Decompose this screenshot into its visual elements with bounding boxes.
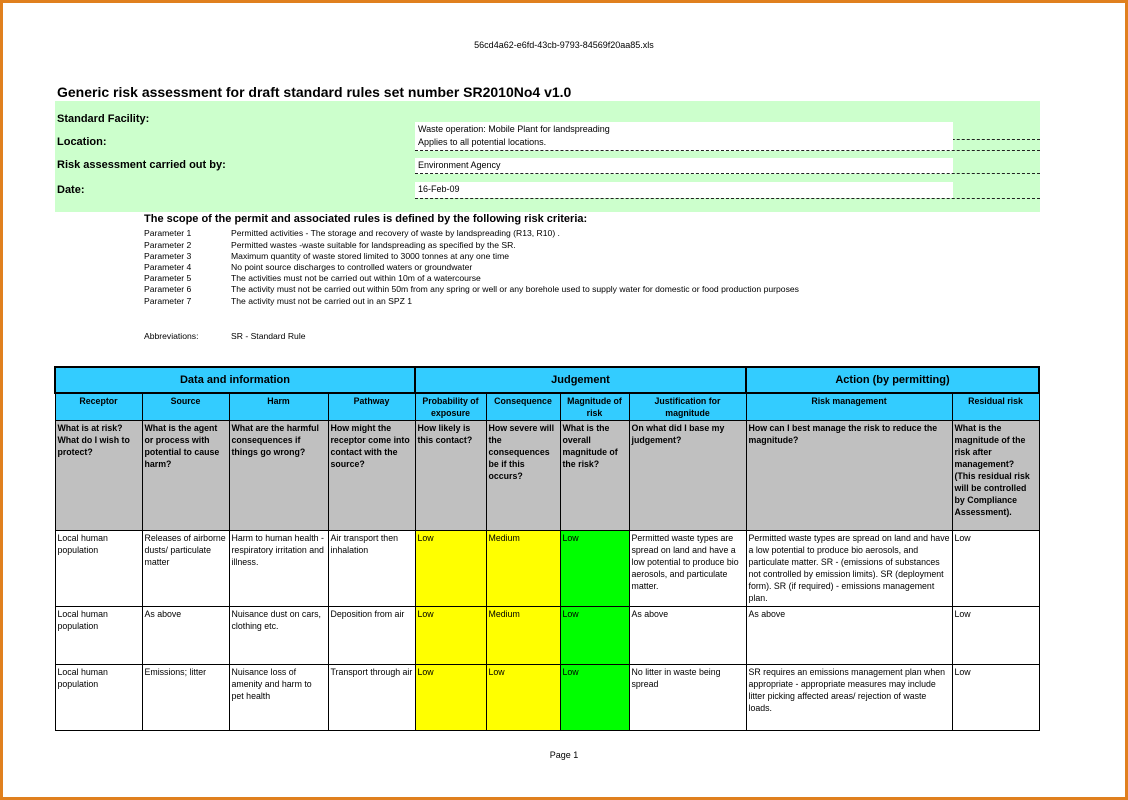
cell-magnitude: Low [560,665,629,731]
cell-residual-risk: Low [952,531,1039,607]
cell-receptor: Local human population [55,531,142,607]
abbreviations [144,331,306,341]
parameter-row [144,228,560,238]
info-label: Standard Facility: [57,113,150,125]
parameter-text: Permitted activities - The storage and recovery of waste by landspreading (R13, R10) . [231,228,560,238]
parameter-row [144,284,799,294]
info-value: Waste operation: Mobile Plant for landspreading [415,122,953,138]
parameter-row [144,240,516,250]
document-title: Generic risk assessment for draft standard rules set number SR2010No4 v1.0 [57,84,572,100]
parameter-text: The activity must not be carried out in an SPZ 1 [231,296,413,306]
divider [415,150,1040,151]
section-judgement: Judgement [415,367,746,393]
parameter-row [144,262,472,272]
question-cell: What are the harmful consequences if things go wrong? [229,421,328,531]
column-header-magnitude: Magnitude of risk [560,393,629,421]
cell-consequence: Low [486,665,560,731]
parameter-name: Parameter 1 [144,228,192,238]
parameter-name: Parameter 2 [144,240,192,250]
question-cell: What is the agent or process with potential to cause harm? [142,421,229,531]
scope-title: The scope of the permit and associated rules is defined by the following risk criteria: [144,213,588,225]
question-cell: How can I best manage the risk to reduce the magnitude? [746,421,952,531]
question-cell: How might the receptor come into contact with the source? [328,421,415,531]
question-cell: What is at risk? What do I wish to protect? [55,421,142,531]
column-header-pathway: Pathway [328,393,415,421]
column-header-harm: Harm [229,393,328,421]
info-row-location [55,135,1040,158]
cell-pathway: Deposition from air [328,607,415,665]
cell-probability: Low [415,665,486,731]
column-header-residual-risk: Residual risk [952,393,1039,421]
info-label: Risk assessment carried out by: [57,159,226,171]
divider [415,173,1040,174]
cell-pathway: Transport through air [328,665,415,731]
cell-source: As above [142,607,229,665]
cell-probability: Low [415,531,486,607]
scope-section [144,213,799,306]
parameter-row [144,296,412,306]
table-row [55,665,1039,731]
cell-pathway: Air transport then inhalation [328,531,415,607]
question-cell: On what did I base my judgement? [629,421,746,531]
column-header-source: Source [142,393,229,421]
info-value: Environment Agency [415,158,953,174]
column-header-justification: Justification for magnitude [629,393,746,421]
divider [415,198,1040,199]
column-header-risk-management: Risk management [746,393,952,421]
cell-probability: Low [415,607,486,665]
info-row-date [55,182,1040,205]
cell-source: Emissions; litter [142,665,229,731]
question-cell: What is the overall magnitude of the risk? [560,421,629,531]
table-row [55,531,1039,607]
cell-magnitude: Low [560,531,629,607]
parameter-row [144,273,481,283]
cell-consequence: Medium [486,531,560,607]
parameter-name: Parameter 5 [144,273,192,283]
cell-justification: As above [629,607,746,665]
column-header-row [55,393,1039,421]
cell-receptor: Local human population [55,607,142,665]
parameter-text: No point source discharges to controlled waters or groundwater [231,262,473,272]
abbreviations-text: SR - Standard Rule [231,331,306,341]
question-cell: What is the magnitude of the risk after management? (This residual risk will be controlled by Compliance Assessment). [952,421,1039,531]
table-row [55,607,1039,665]
parameter-text: The activities must not be carried out within 10m of a watercourse [231,273,481,283]
column-header-probability: Probability of exposure [415,393,486,421]
cell-harm: Harm to human health - respiratory irritation and illness. [229,531,328,607]
parameter-name: Parameter 3 [144,251,192,261]
parameter-name: Parameter 7 [144,296,192,306]
cell-magnitude: Low [560,607,629,665]
cell-harm: Nuisance loss of amenity and harm to pet health [229,665,328,731]
filename-header: 56cd4a62-e6fd-43cb-9793-84569f20aa85.xls [474,40,654,50]
parameter-name: Parameter 4 [144,262,192,272]
parameter-row [144,251,509,261]
cell-risk-management: Permitted waste types are spread on land and have a low potential to produce bio aerosols, and particulate matter. SR - (emissions of substances not controlled by emission limits). SR (deployment form). SR (if required) - emissions management plan. [746,531,952,607]
section-data-and-information: Data and information [55,367,415,393]
question-cell: How likely is this contact? [415,421,486,531]
parameter-text: The activity must not be carried out within 50m from any spring or well or any borehole used to supply water for domestic or food production purposes [231,284,799,294]
cell-risk-management: SR requires an emissions management plan when appropriate - appropriate measures may include litter picking affected areas/ rejection of waste loads. [746,665,952,731]
cell-source: Releases of airborne dusts/ particulate matter [142,531,229,607]
column-header-receptor: Receptor [55,393,142,421]
question-cell: How severe will the consequences be if this occurs? [486,421,560,531]
facility-info-panel [55,101,1040,212]
cell-receptor: Local human population [55,665,142,731]
info-row-carried-out-by [55,158,1040,181]
parameter-text: Permitted wastes -waste suitable for landspreading as specified by the SR. [231,240,516,250]
abbreviations-label: Abbreviations: [144,331,199,341]
info-row-standard-facility [55,112,1040,135]
info-label: Date: [57,184,85,196]
section-action: Action (by permitting) [746,367,1039,393]
question-row [55,421,1039,531]
cell-harm: Nuisance dust on cars, clothing etc. [229,607,328,665]
info-value: 16-Feb-09 [415,182,953,198]
risk-assessment-table [54,366,1040,731]
cell-consequence: Medium [486,607,560,665]
cell-residual-risk: Low [952,607,1039,665]
cell-risk-management: As above [746,607,952,665]
info-value: Applies to all potential locations. [415,135,953,151]
cell-residual-risk: Low [952,665,1039,731]
section-header-row [55,367,1039,393]
cell-justification: Permitted waste types are spread on land and have a low potential to produce bio aerosols, and particulate matter. [629,531,746,607]
page-number: Page 1 [549,750,579,760]
parameter-text: Maximum quantity of waste stored limited to 3000 tonnes at any one time [231,251,510,261]
info-label: Location: [57,136,107,148]
parameter-name: Parameter 6 [144,284,192,294]
column-header-consequence: Consequence [486,393,560,421]
cell-justification: No litter in waste being spread [629,665,746,731]
